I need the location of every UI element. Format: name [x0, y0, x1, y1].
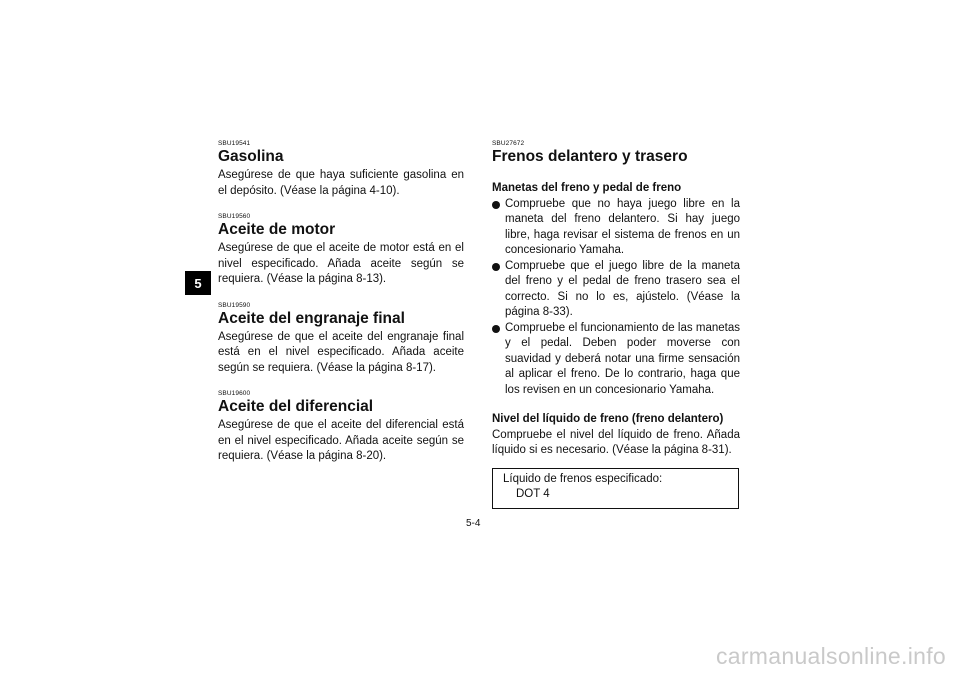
section-body: Asegúrese de que el aceite del engranaje final está en el nivel especificado. Añada aceite según se requiera. (Véase la página 8-17).	[218, 330, 464, 374]
list-item: Compruebe el funcionamiento de las manetas y el pedal. Deben poder moverse con suavidad y deberá notar una firme sensación al aplicar el freno. De lo contrario, haga que los revisen en un concesionario Yamaha.	[492, 321, 740, 399]
subheading-manetas: Manetas del freno y pedal de freno	[492, 182, 682, 194]
chapter-tab: 5	[185, 271, 211, 295]
nivel-liquido-body: Compruebe el nivel del líquido de freno. Añada líquido si es necesario. (Véase la página 8-31).	[492, 428, 740, 456]
section-aceite-diferencial	[218, 390, 464, 465]
spec-label: Líquido de frenos especificado:	[503, 472, 663, 485]
page-number: 5-4	[466, 518, 481, 529]
bullet-icon	[492, 263, 500, 271]
section-code: SBU27672	[492, 140, 525, 147]
section-body: Asegúrese de que el aceite del diferencial está en el nivel especificado. Añada aceite según se requiera. (Véase la página 8-20).	[218, 419, 464, 462]
list-item: Compruebe que el juego libre de la maneta del freno y el pedal de freno trasero sea el correcto. Si no lo es, ajústelo. (Véase la página 8-33).	[492, 259, 740, 321]
section-title: Frenos delantero y trasero	[492, 148, 688, 165]
section-gasolina	[218, 140, 464, 199]
right-column	[492, 140, 740, 523]
bullet-icon	[492, 325, 500, 333]
watermark: carmanualsonline.info	[715, 643, 946, 669]
brake-check-list	[492, 197, 740, 399]
spec-box	[492, 468, 739, 509]
section-frenos	[492, 140, 740, 509]
section-code: SBU19600	[218, 390, 251, 397]
section-code: SBU19590	[218, 301, 251, 309]
bullet-icon	[492, 201, 500, 209]
section-body: Asegúrese de que haya suficiente gasolina en el depósito. (Véase la página 4-10).	[218, 169, 464, 197]
section-code: SBU19560	[218, 213, 251, 220]
left-column	[218, 140, 464, 479]
section-title: Aceite del diferencial	[218, 398, 374, 415]
list-item: Compruebe que no haya juego libre en la maneta del freno delantero. Si hay juego libre, haga revisar el sistema de frenos en un concesionario Yamaha.	[492, 197, 740, 259]
section-aceite-motor	[218, 213, 464, 288]
section-title: Aceite del engranaje final	[218, 309, 405, 327]
section-title: Aceite de motor	[218, 221, 336, 238]
section-title: Gasolina	[218, 148, 284, 165]
subheading-nivel-liquido: Nivel del líquido de freno (freno delantero)	[492, 413, 724, 425]
section-aceite-engranaje	[218, 302, 464, 377]
section-body: Asegúrese de que el aceite de motor está en el nivel especificado. Añada aceite según se requiera. (Véase la página 8-13).	[218, 242, 464, 285]
section-code: SBU19541	[218, 140, 251, 147]
spec-value: DOT 4	[516, 488, 550, 500]
